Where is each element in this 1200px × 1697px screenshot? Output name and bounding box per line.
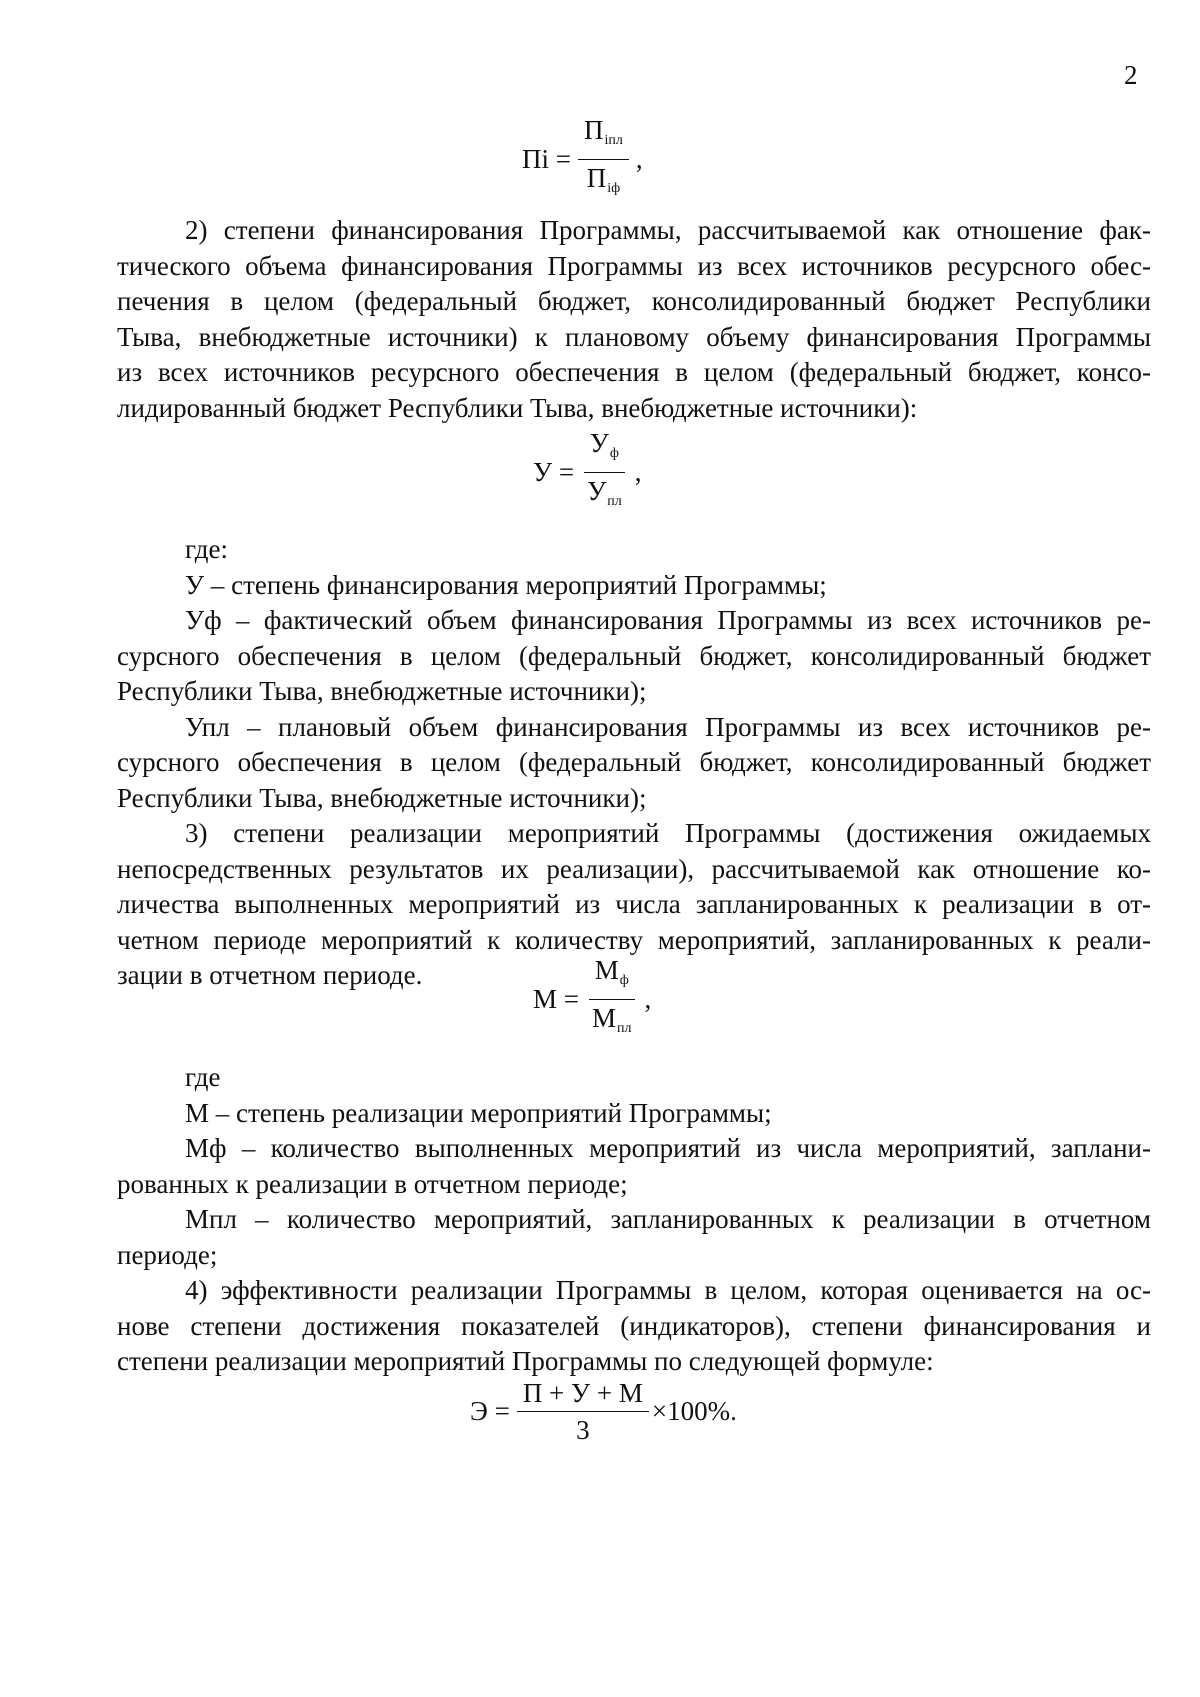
text-line: непосредственных результатов их реализации), рассчитываемой как отношение ко- (117, 853, 1151, 884)
text-line: Мпл – количество мероприятий, запланированных к реализации в отчетном (185, 1204, 1151, 1234)
formula-efficiency (470, 1378, 737, 1445)
text-line: Уф – фактический объем финансирования Программы из всех источников ре- (185, 605, 1151, 635)
text-line: 4) эффективности реализации Программы в целом, которая оценивается на ос- (185, 1275, 1151, 1305)
formula-m-num-base: М (594, 955, 619, 985)
text-line: степени реализации мероприятий Программы по следующей формуле: (117, 1346, 934, 1376)
text-line: сурсного обеспечения в целом (федеральный бюджет, консолидированный бюджет (117, 747, 1151, 777)
formula-e-lhs: Э = (470, 1396, 510, 1426)
text-line: сурсного обеспечения в целом (федеральный бюджет, консолидированный бюджет (117, 640, 1151, 671)
text-line: из всех источников ресурсного обеспечения в целом (федеральный бюджет, консо- (117, 357, 1151, 387)
text-line: 3) степени реализации мероприятий Программы (достижения ожидаемых (185, 818, 1151, 848)
text-line: печения в целом (федеральный бюджет, консолидированный бюджет Республики (117, 286, 1151, 316)
formula-m-fraction (586, 955, 638, 1044)
text-line: Республики Тыва, внебюджетные источники); (117, 782, 647, 813)
formula-m-den-sub: пл (617, 1021, 632, 1036)
formula-pi-num-base: П (583, 115, 604, 145)
text-line: зации в отчетном периоде. (117, 960, 423, 990)
formula-m-lhs: М = (533, 984, 579, 1014)
formula-pi-lhs: Пi = (522, 144, 571, 174)
text-line: Республики Тыва, внебюджетные источники); (117, 676, 647, 706)
formula-e-denominator: 3 (576, 1415, 590, 1445)
formula-pi (522, 115, 643, 204)
formula-m-trail: , (644, 984, 652, 1014)
formula-u-fraction (581, 428, 628, 517)
text-line: периоде; (117, 1239, 218, 1270)
text-line: Упл – плановый объем финансирования Программы из всех источников ре- (185, 711, 1151, 742)
formula-u-denominator (581, 473, 628, 517)
formula-u-num-base: У (589, 428, 609, 458)
text-line: личества выполненных мероприятий из числа запланированных к реализации в от- (117, 889, 1151, 919)
formula-pi-trail: , (635, 144, 643, 174)
formula-u-lhs: У = (533, 457, 575, 487)
definitions-measures (117, 1060, 1151, 1380)
formula-u-num-sub: ф (609, 446, 619, 461)
formula-pi-numerator (578, 115, 629, 160)
formula-m-num-sub: ф (619, 973, 629, 988)
formula-pi-den-base: П (586, 163, 607, 193)
text-line: 2) степени финансирования Программы, рассчитываемой как отношение фак- (185, 215, 1151, 245)
formula-pi-num-sub: iпл (604, 133, 623, 148)
formula-m-den-base: М (591, 1003, 616, 1033)
formula-m (533, 955, 651, 1044)
text-line: Мф – количество выполненных мероприятий из числа мероприятий, заплани- (185, 1133, 1151, 1163)
formula-e-tail: ×100%. (651, 1396, 737, 1426)
formula-u-trail: , (634, 457, 642, 487)
text-line: тического объема финансирования Программы из всех источников ресурсного обес- (117, 250, 1151, 281)
text-line: где (185, 1062, 221, 1092)
formula-m-denominator (586, 1000, 638, 1044)
text-line: Тыва, внебюджетные источники) к плановому объему финансирования Программы (117, 321, 1151, 352)
formula-pi-den-sub: iф (607, 181, 621, 196)
text-line: У – степень финансирования мероприятий Программы; (185, 569, 827, 600)
text-line: где: (185, 534, 228, 564)
formula-e-numerator: П + У + М (517, 1378, 649, 1412)
formula-u (533, 428, 641, 517)
formula-pi-denominator (581, 160, 626, 204)
text-line: четном периоде мероприятий к количеству мероприятий, запланированных к реали- (117, 924, 1151, 955)
formula-u-den-sub: пл (607, 494, 622, 509)
text-line: нове степени достижения показателей (индикаторов), степени финансирования и (117, 1310, 1151, 1341)
paragraph-financing-degree (117, 213, 1151, 426)
formula-e-fraction (517, 1378, 649, 1445)
formula-pi-fraction (578, 115, 629, 204)
formula-u-numerator (584, 428, 625, 473)
text-line: лидированный бюджет Республики Тыва, внебюджетные источники): (117, 392, 918, 423)
formula-u-den-base: У (587, 476, 607, 506)
page-number: 2 (1124, 60, 1138, 90)
formula-m-numerator (589, 955, 635, 1000)
text-line: М – степень реализации мероприятий Программы; (185, 1097, 772, 1128)
text-line: рованных к реализации в отчетном периоде; (117, 1168, 628, 1199)
definitions-financing (117, 532, 1151, 994)
